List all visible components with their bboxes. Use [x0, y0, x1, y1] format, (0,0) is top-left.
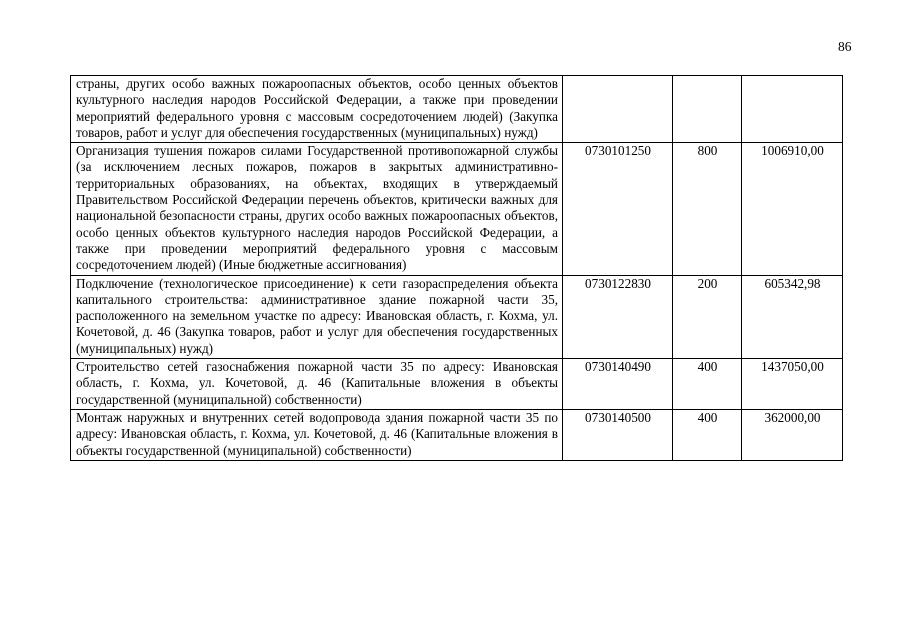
row-description: Строительство сетей газоснабжения пожарной части 35 по адресу: Ивановская область, г. Кохма, ул. Кочетовой, д. 46 (Капитальные вложения в объекты государственной (муниципальной) собственности) — [71, 359, 563, 410]
table-row — [71, 359, 843, 410]
row-expense-type: 800 — [673, 143, 742, 275]
row-amount: 605342,98 — [742, 275, 843, 358]
row-target-code: 0730140490 — [563, 359, 673, 410]
row-target-code: 0730101250 — [563, 143, 673, 275]
row-amount: 1006910,00 — [742, 143, 843, 275]
table-row — [71, 76, 843, 143]
row-description: Подключение (технологическое присоединение) к сети газораспределения объекта капитального строительства: административное здание пожарной части 35, расположенного на земельном участке по адресу: Ивановская область, г. Кохма, ул. Кочетовой, д. 46 (Закупка товаров, работ и услуг для обеспечения государственных (муниципальных) нужд) — [71, 275, 563, 358]
row-target-code — [563, 76, 673, 143]
row-target-code: 0730122830 — [563, 275, 673, 358]
row-expense-type: 400 — [673, 359, 742, 410]
table-row — [71, 143, 843, 275]
row-amount: 1437050,00 — [742, 359, 843, 410]
row-description: Монтаж наружных и внутренних сетей водопровода здания пожарной части 35 по адресу: Ивановская область, г. Кохма, ул. Кочетовой, д. 46 (Капитальные вложения в объекты государственной (муниципальной) собственности) — [71, 409, 563, 460]
row-target-code: 0730140500 — [563, 409, 673, 460]
row-amount: 362000,00 — [742, 409, 843, 460]
row-expense-type: 400 — [673, 409, 742, 460]
row-expense-type: 200 — [673, 275, 742, 358]
budget-table — [70, 75, 843, 461]
row-description: страны, других особо важных пожароопасных объектов, особо ценных объектов культурного наследия народов Российской Федерации, а также при проведении мероприятий федерального уровня с массовым сосредоточением людей) (Закупка товаров, работ и услуг для обеспечения государственных (муниципальных) нужд) — [71, 76, 563, 143]
page-number: 86 — [838, 39, 852, 54]
table-row — [71, 275, 843, 358]
table-row — [71, 409, 843, 460]
row-description: Организация тушения пожаров силами Государственной противопожарной службы (за исключением лесных пожаров, пожаров в закрытых административно-территориальных образованиях, на объектах, входящих в утверждаемый Правительством Российской Федерации перечень объектов, критически важных для национальной безопасности страны, других особо важных пожароопасных объектов, особо ценных объектов культурного наследия народов Российской Федерации, а также при проведении мероприятий федерального уровня с массовым сосредоточением людей) (Иные бюджетные ассигнования) — [71, 143, 563, 275]
row-amount — [742, 76, 843, 143]
row-expense-type — [673, 76, 742, 143]
